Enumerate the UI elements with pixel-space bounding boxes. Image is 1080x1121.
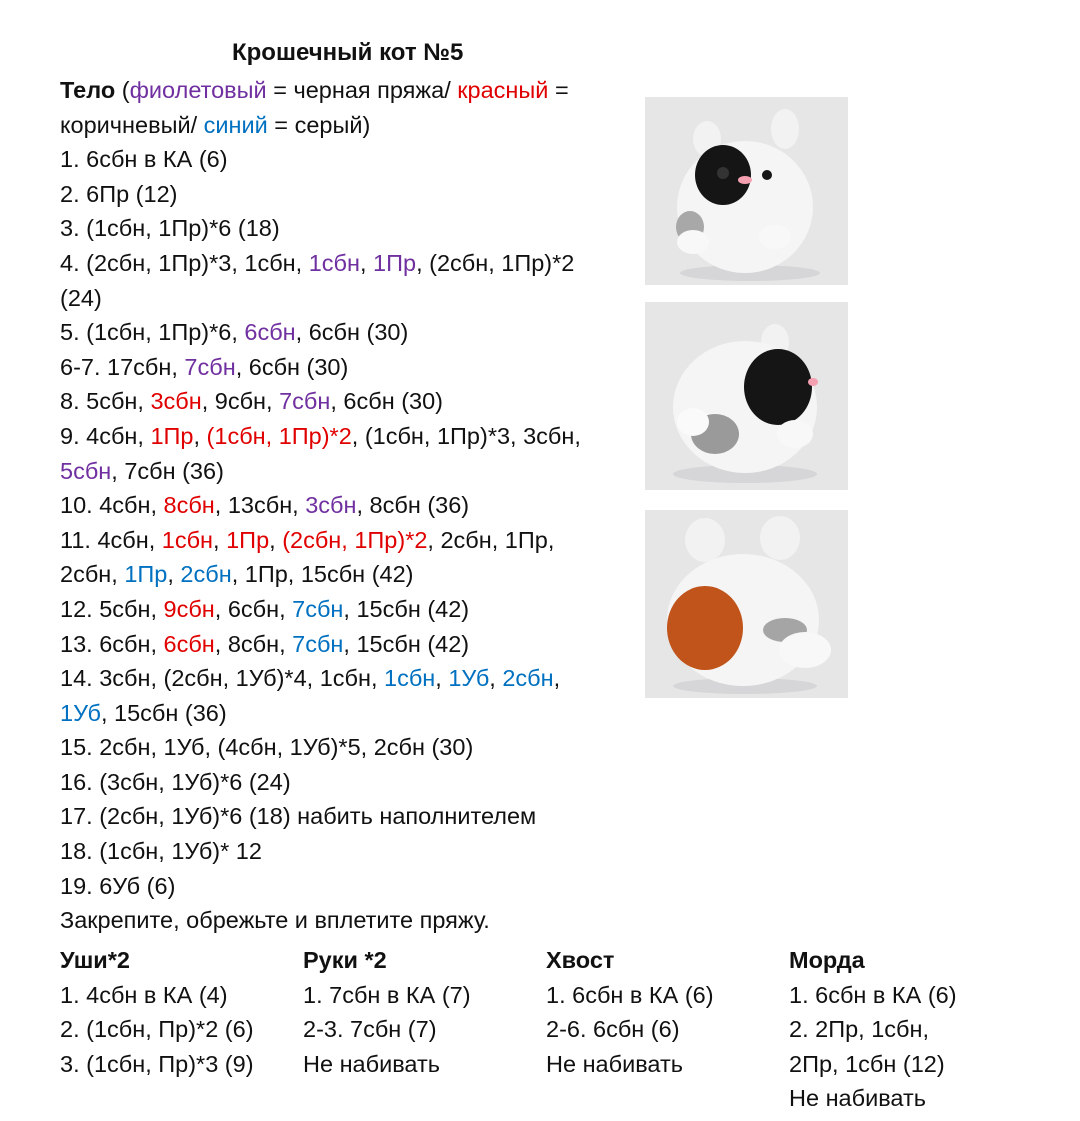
text-purple: фиолетовый [129,77,267,103]
text-purple: 3сбн [305,492,357,519]
text-segment: 10. 4сбн, [60,492,164,519]
text-red: 9сбн [163,595,215,622]
text-segment: 13. 6сбн, [60,630,164,657]
text-segment: 12. 5сбн, [60,595,164,622]
text-segment: , 15сбн (42) [343,595,470,622]
text-segment: , [489,665,503,692]
pattern-row [60,730,660,765]
text-segment: , 8сбн (36) [356,492,470,519]
text-segment: , [193,422,207,449]
pattern-row [60,869,660,904]
text-purple: 6сбн [244,319,296,346]
section-line: 2-3. 7сбн (7) [303,1016,437,1043]
text-purple: 5сбн [60,457,112,484]
pattern-row [60,281,660,316]
text-blue: синий [203,111,268,138]
text-segment: , [167,561,181,588]
text-segment: 3. (1сбн, 1Пр)*6 (18) [60,215,280,242]
text-blue: 1Уб [448,665,490,692]
text-segment: = [548,77,569,103]
text-segment: 1. 6сбн в КА (6) [60,146,228,173]
pattern-row [60,627,660,662]
text-segment: , [213,526,227,553]
pattern-row [60,350,660,385]
section-line: 2. (1сбн, Пр)*2 (6) [60,1016,254,1043]
pattern-row [60,592,660,627]
text-segment: , 15сбн (42) [343,630,470,657]
text-segment: 17. (2сбн, 1Уб)*6 (18) набить наполнителем [60,803,537,830]
text-segment: , 2сбн, 1Пр, [427,526,555,553]
amigurumi-cat-side-image [645,302,848,490]
text-segment: , 13сбн, [214,492,306,519]
pattern-body [60,73,660,938]
text-segment: 15. 2сбн, 1Уб, (4сбн, 1Уб)*5, 2сбн (30) [60,734,474,761]
text-red: 1Пр [150,422,194,449]
section-ears [60,943,300,1081]
text-segment: ( [115,77,130,103]
heading-text: Тело [60,77,116,103]
text-segment: 2. 6Пр (12) [60,180,178,207]
pattern-row [60,384,660,419]
text-segment: , 1Пр, 15сбн (42) [231,561,414,588]
text-blue: 7сбн [292,595,344,622]
pattern-row [60,696,660,731]
text-segment: 6-7. 17сбн, [60,353,185,380]
pattern-row [60,177,660,212]
text-red: 6сбн [163,630,215,657]
text-segment: 5. (1сбн, 1Пр)*6, [60,319,245,346]
pattern-row [60,523,660,558]
text-blue: 7сбн [292,630,344,657]
body-header-line [60,73,660,108]
text-segment: 16. (3сбн, 1Уб)*6 (24) [60,768,291,795]
section-line: 1. 6сбн в КА (6) [546,981,714,1008]
text-red: 1Пр [226,526,270,553]
text-red: красный [457,77,549,103]
text-segment: , (2сбн, 1Пр)*2 [416,249,575,276]
section-title: Уши*2 [60,947,130,973]
cat-photo-back [645,510,848,698]
section-line: 1. 4сбн в КА (4) [60,981,228,1008]
pattern-row [60,557,660,592]
text-segment: , [435,665,449,692]
text-segment: , 9сбн, [201,388,280,415]
section-line: 3. (1сбн, Пр)*3 (9) [60,1050,254,1077]
body-header-line [60,108,660,143]
text-segment: 19. 6Уб (6) [60,872,176,899]
text-segment: , 6сбн (30) [330,388,443,415]
text-segment: Закрепите, обрежьте и вплетите пряжу. [60,907,490,934]
pattern-row [60,799,660,834]
text-red: (1сбн, 1Пр)*2 [206,422,352,449]
section-line: 1. 6сбн в КА (6) [789,981,957,1008]
text-segment: , 7сбн (36) [111,457,224,484]
text-segment: , 6сбн, [214,595,293,622]
text-segment: , (1сбн, 1Пр)*3, 3сбн, [351,422,581,449]
section-title: Руки *2 [303,947,387,973]
text-segment: коричневый/ [60,111,204,138]
text-red: (2сбн, 1Пр)*2 [282,526,428,553]
text-segment: 9. 4сбн, [60,422,151,449]
amigurumi-cat-back-image [645,510,848,698]
section-line: 1. 7сбн в КА (7) [303,981,471,1008]
section-line: 2Пр, 1сбн (12) [789,1050,945,1077]
text-blue: 1сбн [384,665,436,692]
text-segment: , 15сбн (36) [100,699,227,726]
pattern-row [60,903,660,938]
section-line: 2. 2Пр, 1сбн, [789,1016,930,1043]
text-segment: , 6сбн (30) [295,319,409,346]
text-segment: , 8сбн, [214,630,293,657]
pattern-row [60,419,660,454]
section-line: Не набивать [789,1085,926,1112]
text-red: 3сбн [150,388,202,415]
section-tail [546,943,786,1081]
text-purple: 1Пр [373,249,417,276]
cat-photo-side [645,302,848,490]
pattern-row [60,142,660,177]
text-blue: 2сбн [502,665,554,692]
text-blue: 1Уб [60,699,101,726]
text-segment: 18. (1сбн, 1Уб)* 12 [60,838,262,865]
pattern-row [60,246,660,281]
text-segment: 14. 3сбн, (2сбн, 1Уб)*4, 1сбн, [60,665,385,692]
text-segment: 8. 5сбн, [60,388,151,415]
section-muzzle [789,943,1029,1116]
text-segment: (24) [60,284,102,311]
pattern-row [60,661,660,696]
pattern-row [60,211,660,246]
text-segment: = серый) [267,111,371,138]
amigurumi-cat-front-image [645,97,848,285]
pattern-row [60,315,660,350]
cat-photo-front [645,97,848,285]
section-arms [303,943,543,1081]
section-line: 2-6. 6сбн (6) [546,1016,680,1043]
text-segment: , [269,526,283,553]
section-line: Не набивать [303,1050,440,1077]
section-line: Не набивать [546,1050,683,1077]
pattern-row [60,454,660,489]
text-red: 8сбн [163,492,215,519]
text-segment: 11. 4сбн, [60,526,162,553]
text-purple: 7сбн [279,388,331,415]
text-blue: 2сбн [180,561,232,588]
text-segment: = черная пряжа/ [266,77,458,103]
text-red: 1сбн [161,526,214,553]
text-purple: 1сбн [308,249,360,276]
text-segment: , [553,665,561,692]
text-segment: 4. (2сбн, 1Пр)*3, 1сбн, [60,249,309,276]
text-blue: 1Пр [124,561,168,588]
text-segment: 2сбн, [60,561,125,588]
page-title: Крошечный кот №5 [232,39,464,66]
text-segment: , 6сбн (30) [235,353,349,380]
pattern-row [60,834,660,869]
section-title: Хвост [546,947,615,973]
pattern-row [60,488,660,523]
text-purple: 7сбн [184,353,236,380]
section-title: Морда [789,947,865,973]
pattern-row [60,765,660,800]
text-segment: , [359,249,374,276]
